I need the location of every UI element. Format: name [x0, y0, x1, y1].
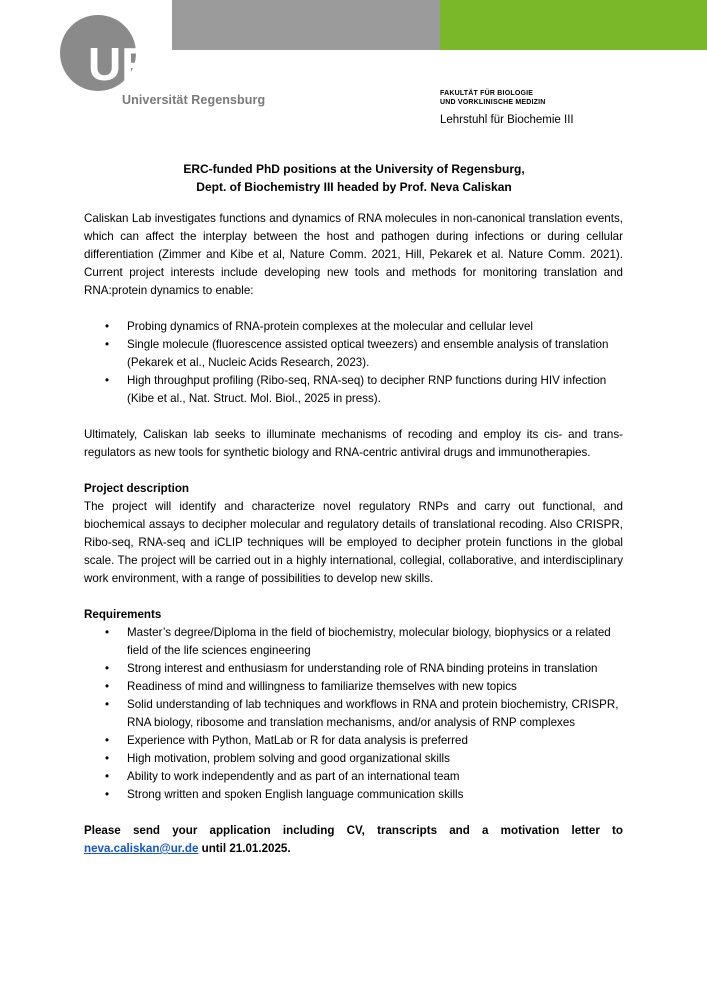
interests-list — [84, 318, 623, 408]
university-name: Universität Regensburg — [122, 93, 266, 107]
header-green-bar — [440, 0, 707, 50]
list-item: • Experience with Python, MatLab or R for data analysis is preferred — [105, 734, 468, 747]
list-item: • Readiness of mind and willingness to familiarize themselves with new topics — [105, 680, 517, 693]
list-item: • High motivation, problem solving and good organizational skills — [105, 752, 450, 765]
project-heading: Project description — [84, 482, 190, 495]
list-item: • Strong written and spoken English language communication skills — [105, 788, 464, 801]
list-item: • Ability to work independently and as part of an international team — [105, 770, 460, 783]
faculty-name: FAKULTÄT FÜR BIOLOGIE UND VORKLINISCHE MEDIZIN — [440, 90, 546, 106]
chair-name: Lehrstuhl für Biochemie III — [440, 114, 574, 126]
page-title: ERC-funded PhD positions at the University of Regensburg, Dept. of Biochemistry III headed by Prof. Neva Caliskan — [183, 162, 525, 194]
list-item: • Master’s degree/Diploma in the field of biochemistry, molecular biology, biophysics or a related field of the life sciences engineering — [105, 626, 611, 657]
list-item: • Strong interest and enthusiasm for understanding role of RNA binding proteins in translation — [105, 662, 598, 675]
document-body — [84, 210, 623, 858]
university-logo-icon — [58, 14, 178, 92]
list-item: • Single molecule (fluorescence assisted optical tweezers) and ensemble analysis of translation (Pekarek et al., Nucleic Acids Research, 2023). — [105, 338, 609, 369]
intro-paragraph: Caliskan Lab investigates functions and dynamics of RNA molecules in non-canonical translation events, which can affect the interplay between the host and pathogen during infections or during cellular differentiation (Zimmer and Kibe et al, Nature Comm. 2021, Hill, Pekarek et al. Nature Comm. 2021). Current project interests include developing new tools and methods for monitoring translation and RNA:protein dynamics to enable: — [84, 212, 623, 297]
email-link[interactable]: neva.caliskan@ur.de — [84, 842, 199, 855]
requirements-list — [84, 624, 623, 804]
logo-letters: UR — [88, 38, 155, 90]
list-item: • Probing dynamics of RNA-protein complexes at the molecular and cellular level — [105, 320, 533, 333]
project-paragraph: The project will identify and characterize novel regulatory RNPs and carry out functional, and biochemical assays to decipher molecular and regulatory details of translational recoding. Also CRISPR, Ribo-seq, RNA-seq and iCLIP techniques will be employed to decipher protein functions in the global scale. The project will be carried out in a highly international, collegial, collaborative, and interdisciplinary work environment, with a range of possibilities to develop new skills. — [84, 500, 623, 585]
list-item: • Solid understanding of lab techniques and workflows in RNA and protein biochemistry, CRISPR, RNA biology, ribosome and translation mechanisms, and/or analysis of RNP complexes — [105, 698, 619, 729]
application-instructions: Please send your application including CV, transcripts and a motivation letter to neva.caliskan@ur.de until 21.01.2025. — [84, 824, 623, 855]
list-item: • High throughput profiling (Ribo-seq, RNA-seq) to decipher RNP functions during HIV infection (Kibe et al., Nat. Struct. Mol. Biol., 2025 in press). — [105, 374, 607, 405]
ultimately-paragraph: Ultimately, Caliskan lab seeks to illuminate mechanisms of recoding and employ its cis- and trans-regulators as new tools for synthetic biology and RNA-centric antiviral drugs and immunotherapies. — [84, 428, 623, 459]
requirements-heading: Requirements — [84, 608, 162, 621]
header-gray-bar — [172, 0, 440, 50]
